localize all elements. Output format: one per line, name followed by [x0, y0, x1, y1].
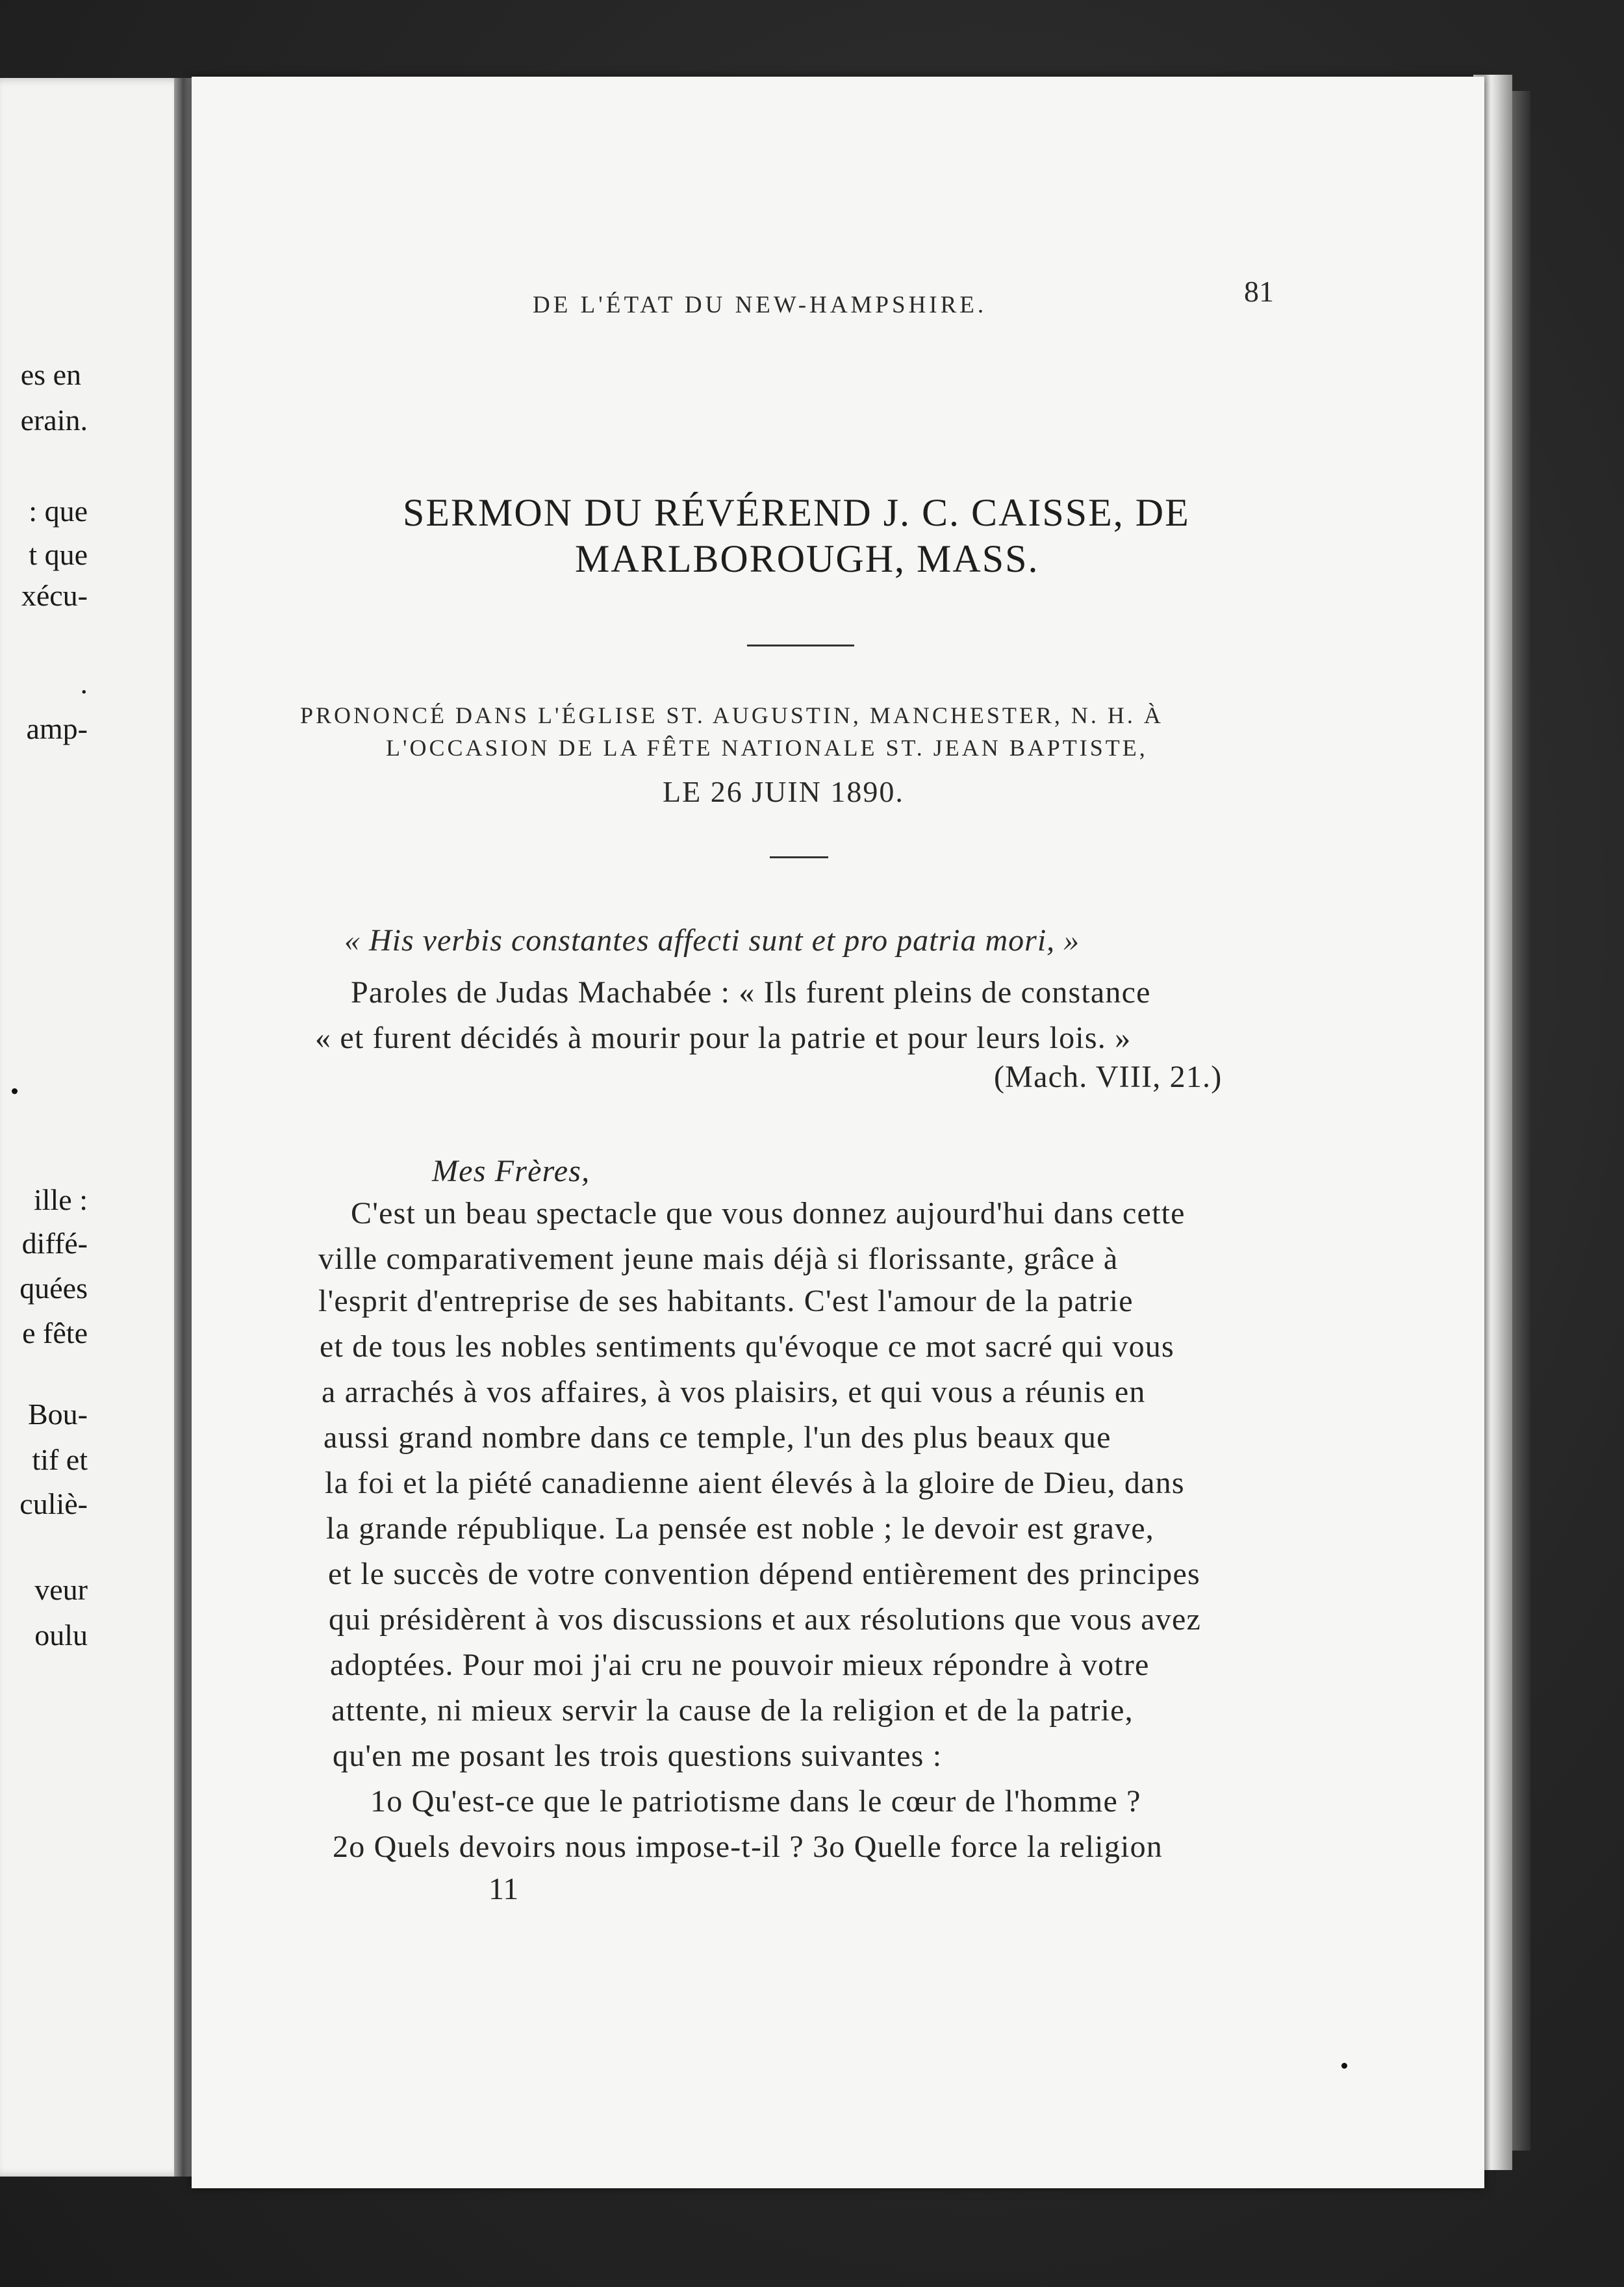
left-page-line: amp-: [26, 712, 88, 745]
book-page: [192, 77, 1484, 2188]
title-divider-rule: [747, 645, 854, 646]
left-page-line: culiè-: [19, 1487, 88, 1520]
left-page-line: t que: [29, 538, 88, 571]
subtitle-divider-rule: [770, 856, 828, 858]
body-line: la foi et la piété canadienne aient élevés à la gloire de Dieu, dans: [325, 1466, 1185, 1500]
left-page-line: oulu: [34, 1618, 88, 1652]
body-line: C'est un beau spectacle que vous donnez aujourd'hui dans cette: [351, 1196, 1186, 1231]
body-line: ville comparativement jeune mais déjà si florissante, grâce à: [318, 1242, 1119, 1276]
body-line: la grande république. La pensée est noble ; le devoir est grave,: [326, 1511, 1154, 1546]
scan-speck: [1341, 2063, 1347, 2069]
epigraph-translation-line-2: « et furent décidés à mourir pour la patrie et pour leurs lois. »: [315, 1021, 1132, 1055]
subtitle-date: LE 26 JUIN 1890.: [663, 775, 904, 808]
book-cover-edge: [1512, 91, 1530, 2151]
left-page-line: ille :: [33, 1183, 88, 1216]
epigraph-translation-line-1: Paroles de Judas Machabée : « Ils furent pleins de constance: [351, 975, 1151, 1010]
body-line: adoptées. Pour moi j'ai cru ne pouvoir mieux répondre à votre: [330, 1648, 1150, 1682]
left-facing-page: [0, 78, 185, 2177]
subtitle-line-1: PRONONCÉ DANS L'ÉGLISE ST. AUGUSTIN, MANCHESTER, N. H. À: [300, 702, 1163, 728]
left-page-line: erain.: [20, 403, 88, 437]
epigraph-reference: (Mach. VIII, 21.): [994, 1060, 1223, 1094]
left-page-line: es en: [20, 358, 81, 391]
signature-mark: 11: [488, 1872, 519, 1906]
left-page-line: veur: [34, 1573, 88, 1606]
left-page-line: Bou-: [28, 1398, 88, 1431]
body-line: a arrachés à vos affaires, à vos plaisirs, et qui vous a réunis en: [322, 1375, 1146, 1409]
left-page-line: quées: [19, 1271, 88, 1305]
subtitle-line-2: L'OCCASION DE LA FÊTE NATIONALE ST. JEAN BAPTISTE,: [386, 735, 1148, 761]
body-line: et de tous les nobles sentiments qu'évoque ce mot sacré qui vous: [320, 1329, 1174, 1364]
body-line: attente, ni mieux servir la cause de la religion et de la patrie,: [331, 1693, 1134, 1728]
sermon-title-line-1: SERMON DU RÉVÉREND J. C. CAISSE, DE: [403, 491, 1190, 534]
body-line: et le succès de votre convention dépend entièrement des principes: [328, 1557, 1200, 1591]
book-gutter: [174, 78, 192, 2177]
scan-speck: [12, 1088, 18, 1094]
body-line: qui présidèrent à vos discussions et aux résolutions que vous avez: [329, 1602, 1201, 1637]
sermon-title-line-2: MARLBOROUGH, MASS.: [575, 537, 1039, 580]
body-line: 2o Quels devoirs nous impose-t-il ? 3o Quelle force la religion: [333, 1830, 1163, 1864]
salutation: Mes Frères,: [432, 1154, 590, 1188]
left-page-line: diffé-: [21, 1227, 88, 1260]
page-number: 81: [1244, 275, 1274, 308]
body-line: qu'en me posant les trois questions suivantes :: [333, 1739, 943, 1773]
left-page-line: e fête: [22, 1316, 88, 1349]
left-page-line: .: [80, 667, 88, 700]
body-line: l'esprit d'entreprise de ses habitants. C'est l'amour de la patrie: [318, 1284, 1134, 1318]
left-page-line: : que: [29, 494, 88, 528]
left-page-line: xécu-: [21, 579, 88, 612]
body-line: 1o Qu'est-ce que le patriotisme dans le cœur de l'homme ?: [370, 1784, 1141, 1819]
running-header: DE L'ÉTAT DU NEW-HAMPSHIRE.: [533, 292, 987, 318]
left-page-line: tif et: [32, 1443, 88, 1476]
body-line: aussi grand nombre dans ce temple, l'un des plus beaux que: [324, 1420, 1111, 1455]
epigraph-latin: « His verbis constantes affecti sunt et pro patria mori, »: [344, 923, 1080, 958]
